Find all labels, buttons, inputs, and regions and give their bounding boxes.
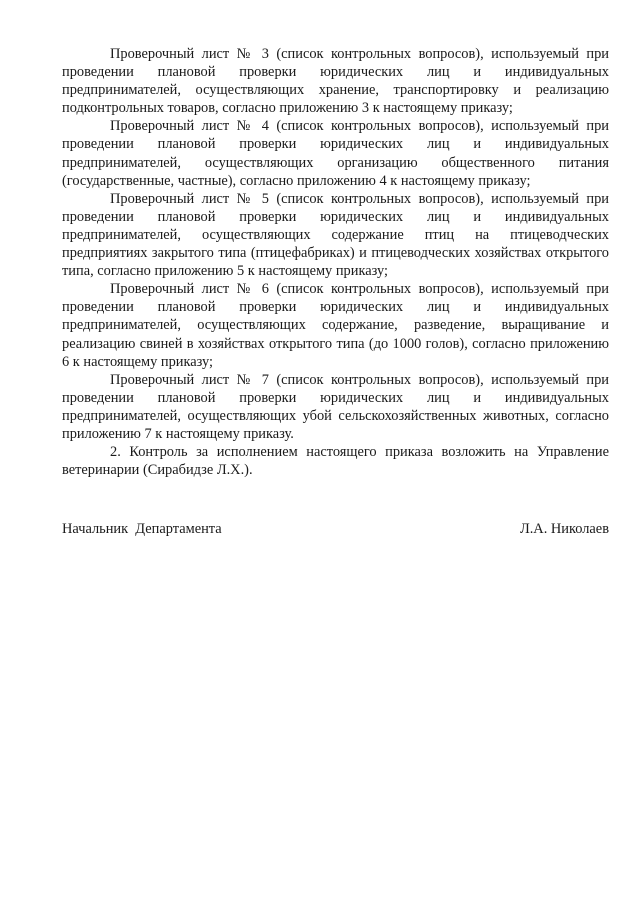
- signatory-position: Начальник Департамента: [62, 521, 222, 537]
- document-body: [62, 45, 609, 479]
- paragraph-checklist-4: Проверочный лист № 4 (список контрольных вопросов), используемый при проведении плановой проверки юридических лиц и индивидуальных предпринимателей, осуществляющих организацию общественного питания (государственные, частные), согласно приложению 4 к настоящему приказу;: [62, 118, 609, 189]
- paragraph-checklist-6: Проверочный лист № 6 (список контрольных вопросов), используемый при проведении плановой проверки юридических лиц и индивидуальных предпринимателей, осуществляющих содержание, разведение, выращивание и реализацию свиней в хозяйствах открытого типа (до 1000 голов), согласно приложению 6 к настоящему приказу;: [62, 281, 609, 370]
- paragraph-checklist-5: Проверочный лист № 5 (список контрольных вопросов), используемый при проведении плановой проверки юридических лиц и индивидуальных предпринимателей, осуществляющих содержание птиц на птицеводческих предприятиях закрытого типа (птицефабриках) и птицеводческих хозяйствах открытого типа, согласно приложению 5 к настоящему приказу;: [62, 190, 609, 280]
- paragraph-control-clause: 2. Контроль за исполнением настоящего приказа возложить на Управление ветеринарии (Сирабидзе Л.Х.).: [62, 444, 609, 479]
- signature-block: [62, 520, 609, 540]
- paragraph-checklist-7: Проверочный лист № 7 (список контрольных вопросов), используемый при проведении плановой проверки юридических лиц и индивидуальных предпринимателей, осуществляющих убой сельскохозяйственных животных, согласно приложению 7 к настоящему приказу.: [62, 371, 609, 442]
- paragraph-checklist-3: Проверочный лист № 3 (список контрольных вопросов), используемый при проведении плановой проверки юридических лиц и индивидуальных предпринимателей, осуществляющих хранение, транспортировку и реализацию подконтрольных товаров, согласно приложению 3 к настоящему приказу;: [62, 46, 609, 117]
- signatory-name: Л.А. Николаев: [519, 521, 609, 537]
